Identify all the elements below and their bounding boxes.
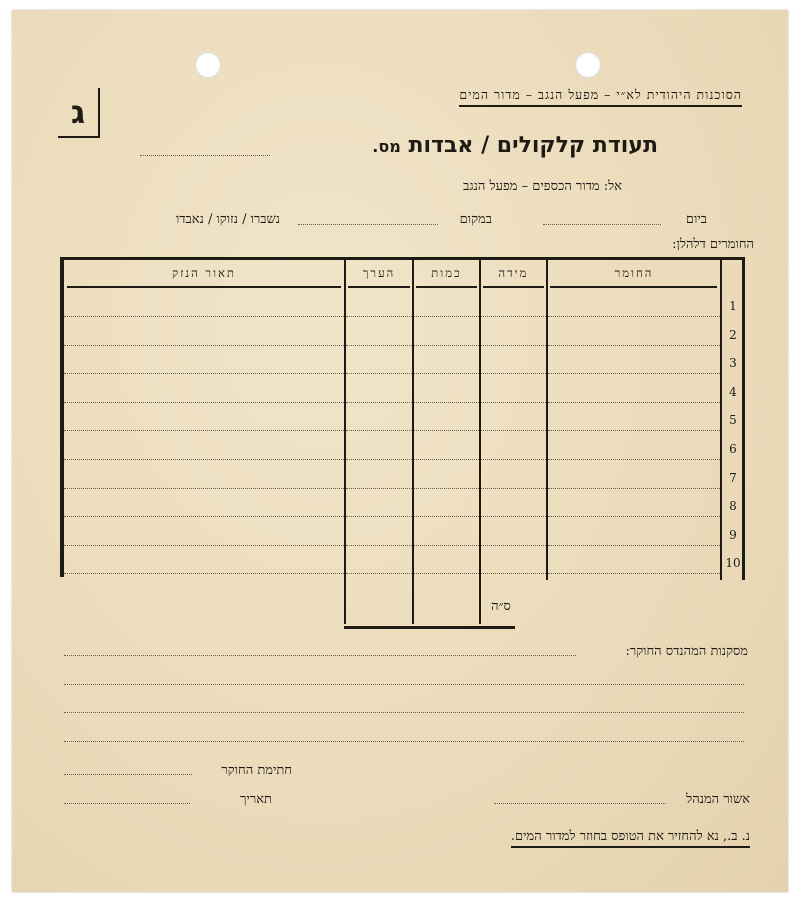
- date-field[interactable]: [64, 803, 190, 804]
- materials-below-label: החומרים דלהלן:: [672, 237, 754, 252]
- quantity-column-header: כמות: [431, 266, 462, 280]
- row-rule[interactable]: [64, 459, 344, 460]
- row-rule[interactable]: [346, 316, 412, 317]
- row-rule[interactable]: [548, 316, 720, 317]
- row-number: 3: [729, 356, 737, 370]
- row-rule[interactable]: [414, 488, 479, 489]
- row-rule[interactable]: [481, 345, 546, 346]
- total-underline: [344, 626, 515, 629]
- form-letter: ג: [58, 88, 100, 138]
- form-title: [372, 133, 658, 158]
- organization-header: הסוכנות היהודית לא״י – מפעל הנגב – מדור המים: [459, 87, 742, 107]
- value-column-divider: [344, 260, 346, 624]
- row-rule[interactable]: [64, 430, 344, 431]
- row-rule[interactable]: [414, 545, 479, 546]
- row-number: 7: [729, 471, 737, 485]
- row-rule[interactable]: [346, 402, 412, 403]
- row-rule[interactable]: [346, 488, 412, 489]
- manager-approval-field[interactable]: [494, 803, 666, 804]
- row-rule[interactable]: [548, 402, 720, 403]
- row-rule[interactable]: [64, 402, 344, 403]
- row-rule[interactable]: [548, 430, 720, 431]
- row-rule[interactable]: [414, 345, 479, 346]
- quantity-column-divider: [412, 260, 414, 624]
- row-rule[interactable]: [64, 488, 344, 489]
- row-rule[interactable]: [64, 545, 344, 546]
- row-rule[interactable]: [346, 545, 412, 546]
- date-label: תאריך: [240, 792, 272, 807]
- row-rule[interactable]: [64, 573, 344, 574]
- table-left-edge: [60, 257, 64, 577]
- form-number-label: מס.: [372, 137, 401, 156]
- row-rule[interactable]: [64, 316, 344, 317]
- measure-column-header: מידה: [498, 266, 529, 280]
- row-number: 6: [729, 442, 737, 456]
- conclusions-line-3[interactable]: [64, 712, 744, 713]
- total-label: ס״ה: [491, 599, 511, 614]
- row-rule[interactable]: [64, 373, 344, 374]
- row-rule[interactable]: [481, 459, 546, 460]
- material-header-rule: [550, 286, 717, 288]
- at-place-label: במקום: [459, 212, 492, 227]
- row-rule[interactable]: [481, 573, 546, 574]
- row-rule[interactable]: [346, 516, 412, 517]
- row-rule[interactable]: [548, 516, 720, 517]
- material-column-divider: [546, 260, 548, 580]
- measure-header-rule: [483, 286, 544, 288]
- row-rule[interactable]: [414, 373, 479, 374]
- row-number: 10: [725, 556, 741, 570]
- row-rule[interactable]: [481, 545, 546, 546]
- row-rule[interactable]: [548, 345, 720, 346]
- day-field[interactable]: [543, 224, 661, 225]
- damage-column-header: תאור הנזק: [172, 266, 236, 280]
- row-rule[interactable]: [548, 459, 720, 460]
- conclusions-line-1[interactable]: [64, 655, 576, 656]
- row-rule[interactable]: [481, 402, 546, 403]
- row-rule[interactable]: [548, 488, 720, 489]
- row-number: 4: [729, 385, 737, 399]
- value-header-rule: [348, 286, 410, 288]
- row-rule[interactable]: [481, 430, 546, 431]
- row-rule[interactable]: [346, 430, 412, 431]
- row-number: 8: [729, 499, 737, 513]
- row-rule[interactable]: [64, 516, 344, 517]
- form-title-text: תעודת קלקולים / אבדות: [408, 133, 658, 158]
- row-number: 9: [729, 528, 737, 542]
- quantity-header-rule: [416, 286, 477, 288]
- row-rule[interactable]: [481, 516, 546, 517]
- row-rule[interactable]: [548, 545, 720, 546]
- status-options: נשברו / נזוקו / נאבדו: [175, 212, 280, 227]
- place-field[interactable]: [298, 224, 438, 225]
- manager-approval-label: אשור המנהל: [686, 792, 750, 807]
- row-rule[interactable]: [548, 573, 720, 574]
- row-rule[interactable]: [346, 345, 412, 346]
- row-rule[interactable]: [548, 373, 720, 374]
- row-rule[interactable]: [414, 573, 479, 574]
- row-rule[interactable]: [64, 345, 344, 346]
- addressee-line: אל: מדור הכספים – מפעל הנגב: [463, 179, 622, 194]
- conclusions-line-4[interactable]: [64, 741, 744, 742]
- material-column-header: החומר: [614, 266, 654, 280]
- table-top-rule: [60, 257, 745, 260]
- row-rule[interactable]: [346, 459, 412, 460]
- row-number: 5: [729, 413, 737, 427]
- row-number: 2: [729, 328, 737, 342]
- damage-header-rule: [67, 286, 341, 288]
- value-column-header: הערך: [362, 266, 396, 280]
- row-number: 1: [729, 299, 737, 313]
- measure-column-divider: [479, 260, 481, 624]
- form-number-field[interactable]: [140, 155, 270, 156]
- conclusions-line-2[interactable]: [64, 684, 744, 685]
- row-rule[interactable]: [346, 373, 412, 374]
- investigator-signature-label: חתימת החוקר: [221, 763, 292, 778]
- investigator-signature-field[interactable]: [64, 774, 192, 775]
- row-rule[interactable]: [481, 488, 546, 489]
- conclusions-label: מסקנות המהנדס החוקר:: [625, 644, 748, 659]
- row-rule[interactable]: [481, 373, 546, 374]
- punch-hole-left: [195, 52, 221, 78]
- row-rule[interactable]: [414, 459, 479, 460]
- row-rule[interactable]: [414, 430, 479, 431]
- row-rule[interactable]: [414, 516, 479, 517]
- footnote: נ. ב., נא להחזיר את הטופס בחוזר למדור המים.: [511, 828, 750, 848]
- row-rule[interactable]: [346, 573, 412, 574]
- row-rule[interactable]: [414, 402, 479, 403]
- on-day-label: ביום: [685, 212, 707, 227]
- row-rule[interactable]: [414, 316, 479, 317]
- punch-hole-right: [575, 52, 601, 78]
- row-rule[interactable]: [481, 316, 546, 317]
